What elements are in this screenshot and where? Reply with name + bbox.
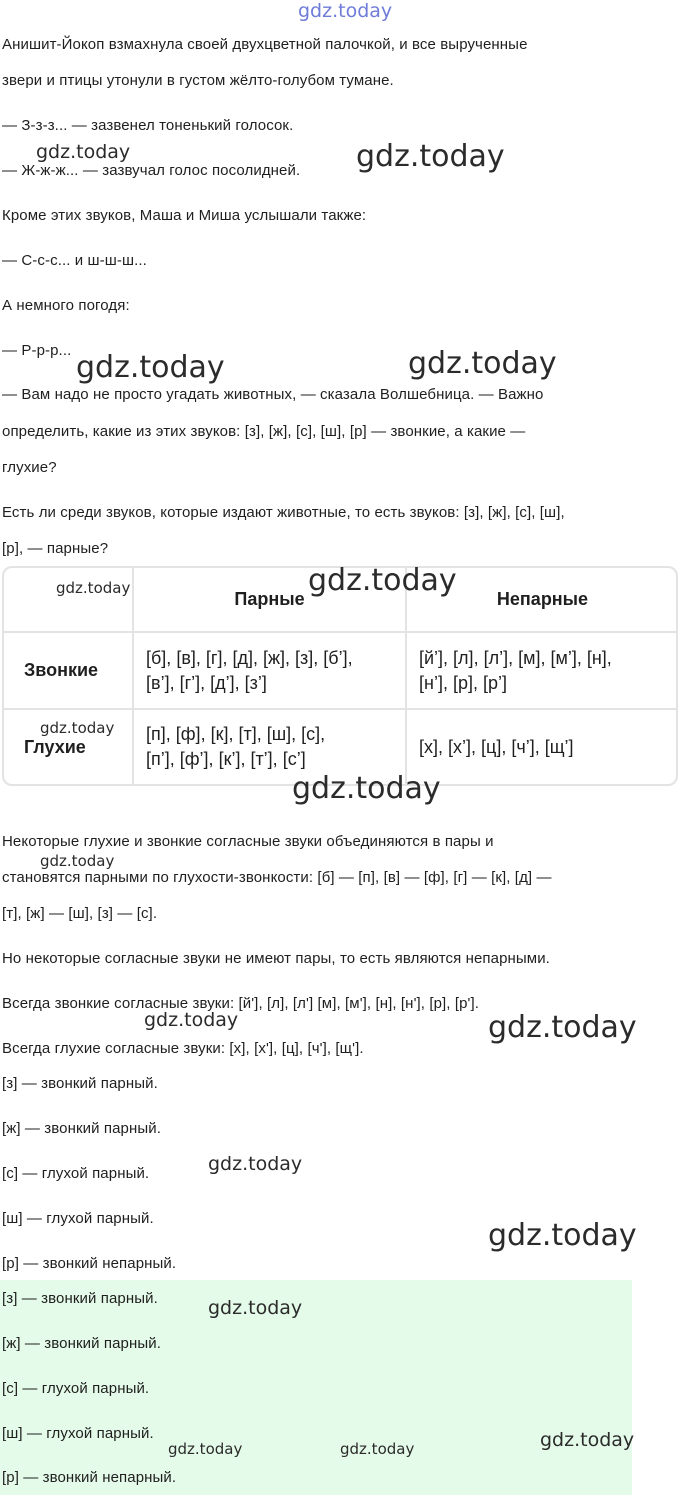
watermark: gdz.today bbox=[488, 1218, 637, 1253]
cell-voiceless-unpaired: [х], [х’], [ц], [ч’], [щ’] bbox=[419, 736, 574, 757]
watermark: gdz.today bbox=[340, 1440, 415, 1458]
theory-line: становятся парными по глухости-звонкости: [б] — [п], [в] — [ф], [г] — [к], [д] — bbox=[2, 869, 552, 886]
watermark: gdz.today bbox=[408, 346, 557, 381]
paragraph-line: — Р-р-р... bbox=[2, 342, 72, 359]
paragraph-line: Анишит-Йокоп взмахнула своей двухцветной палочкой, и все вырученные bbox=[2, 36, 528, 53]
paragraph-line: Кроме этих звуков, Маша и Миша услышали также: bbox=[2, 207, 367, 224]
paragraph-line: Есть ли среди звуков, которые издают животные, то есть звуков: [з], [ж], [с], [ш], bbox=[2, 504, 565, 521]
row-header-voiceless: Глухие bbox=[24, 736, 86, 757]
highlighted-answer-line: [р] — звонкий непарный. bbox=[2, 1469, 177, 1486]
watermark: gdz.today bbox=[356, 139, 505, 174]
watermark: gdz.today bbox=[488, 1010, 637, 1045]
row-header-voiced: Звонкие bbox=[24, 660, 99, 680]
header-unpaired: Непарные bbox=[496, 589, 589, 609]
cell-voiced-paired: [б], [в], [г], [д], [ж], [з], [б’], [в’], [г’], [д’], [з’] bbox=[146, 647, 353, 693]
theory-line: Но некоторые согласные звуки не имеют пары, то есть являются непарными. bbox=[2, 950, 550, 967]
cell-voiceless-paired: [п], [ф], [к], [т], [ш], [с], [п’], [ф’], [к’], [т’], [с’] bbox=[146, 724, 326, 769]
paragraph-line: — Вам надо не просто угадать животных, — сказала Волшебница. — Важно bbox=[2, 386, 544, 403]
answer-line: [ж] — звонкий парный. bbox=[2, 1120, 162, 1137]
watermark: gdz.today bbox=[56, 579, 131, 597]
theory-line: Всегда глухие согласные звуки: [х], [х'], [ц], [ч'], [щ']. bbox=[2, 1040, 364, 1057]
paragraph-line: А немного погодя: bbox=[2, 297, 130, 314]
paragraph-line: глухие? bbox=[2, 459, 57, 476]
watermark: gdz.today bbox=[76, 350, 225, 385]
paragraph-line: звери и птицы утонули в густом жёлто-голубом тумане. bbox=[2, 72, 394, 89]
highlighted-answer-line: [з] — звонкий парный. bbox=[2, 1290, 158, 1307]
watermark: gdz.today bbox=[36, 141, 131, 163]
answer-line: [з] — звонкий парный. bbox=[2, 1075, 158, 1092]
watermark: gdz.today bbox=[40, 852, 115, 870]
watermark: gdz.today bbox=[168, 1440, 243, 1458]
answer-line: [с] — глухой парный. bbox=[2, 1165, 150, 1182]
watermark: gdz.today bbox=[298, 0, 393, 22]
watermark: gdz.today bbox=[144, 1009, 239, 1031]
watermark: gdz.today bbox=[208, 1153, 303, 1175]
paragraph-line: — С-с-с... и ш-ш-ш... bbox=[2, 252, 147, 269]
consonants-table bbox=[2, 563, 678, 786]
highlighted-answer-line: [с] — глухой парный. bbox=[2, 1380, 150, 1397]
paragraph-line: определить, какие из этих звуков: [з], [ж], [с], [ш], [р] — звонкие, а какие — bbox=[2, 423, 526, 440]
answer-line: [р] — звонкий непарный. bbox=[2, 1255, 177, 1272]
theory-line: Некоторые глухие и звонкие согласные звуки объединяются в пары и bbox=[2, 833, 494, 850]
paragraph-line: — З-з-з... — зазвенел тоненький голосок. bbox=[2, 117, 294, 134]
theory-line: Всегда звонкие согласные звуки: [й'], [л], [л'] [м], [м'], [н], [н'], [р], [р']. bbox=[2, 995, 480, 1012]
watermark: gdz.today bbox=[540, 1429, 635, 1451]
watermark: gdz.today bbox=[292, 771, 441, 806]
paragraph-line: [р], — парные? bbox=[2, 540, 109, 557]
theory-line: [т], [ж] — [ш], [з] — [с]. bbox=[2, 905, 158, 922]
answer-line: [ш] — глухой парный. bbox=[2, 1210, 154, 1227]
paragraph-line: — Ж-ж-ж... — зазвучал голос посолидней. bbox=[2, 162, 301, 179]
highlighted-answer-line: [ш] — глухой парный. bbox=[2, 1425, 154, 1442]
highlighted-answer-line: [ж] — звонкий парный. bbox=[2, 1335, 162, 1352]
watermark: gdz.today bbox=[208, 1297, 303, 1319]
header-paired: Парные bbox=[234, 589, 305, 609]
cell-voiced-unpaired: [й’], [л], [л’], [м], [м’], [н], [н’], [р], [р’] bbox=[419, 647, 612, 693]
watermark: gdz.today bbox=[40, 719, 115, 737]
watermark: gdz.today bbox=[308, 563, 457, 598]
